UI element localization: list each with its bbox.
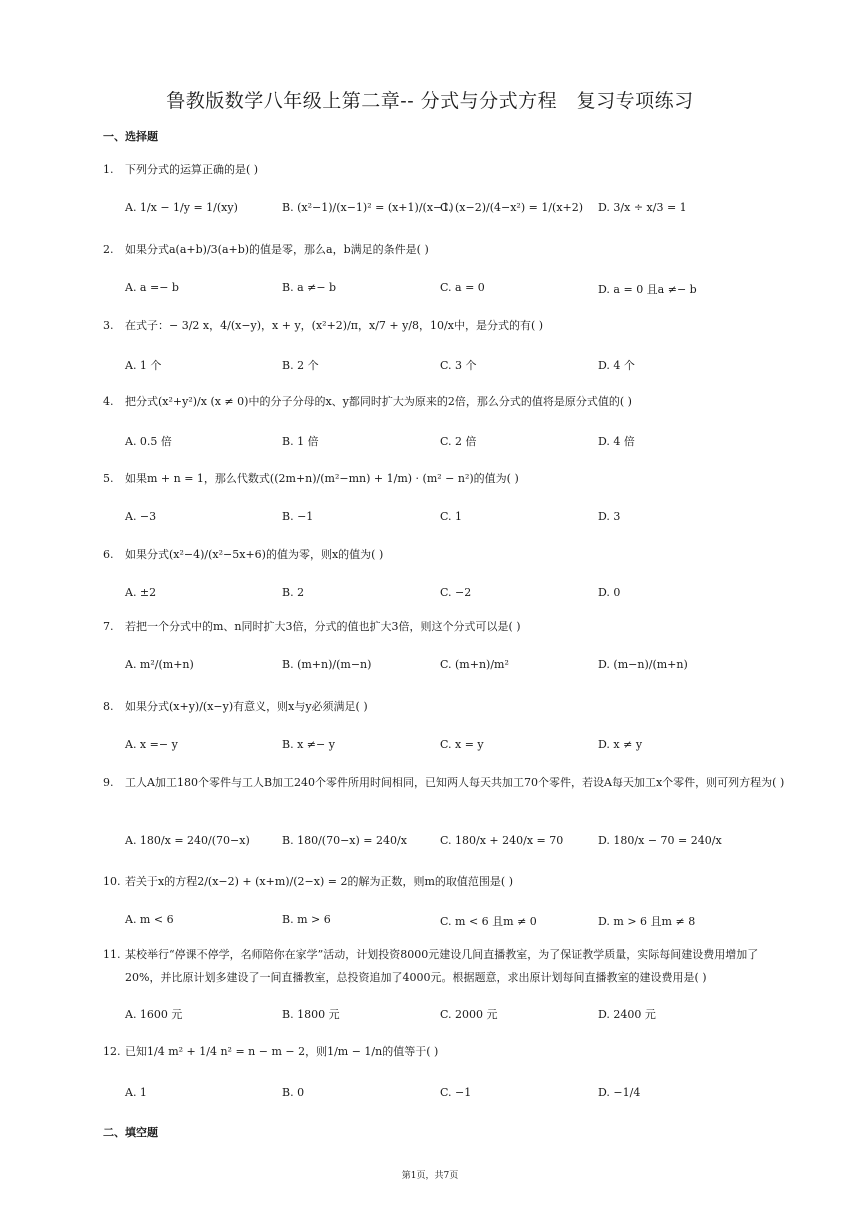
question-text: 把分式(x²+y²)/x (x ≠ 0)中的分子分母的x、y都同时扩大为原来的2倍，那么分式的值将是原分式值的( ) xyxy=(125,395,632,408)
option-d: D. a = 0 且a ≠− b xyxy=(598,283,697,296)
question-5 xyxy=(103,467,790,490)
option-c: C. a = 0 xyxy=(440,281,485,294)
option-d: D. 2400 元 xyxy=(598,1008,656,1021)
option-a: A. ±2 xyxy=(125,586,157,599)
question-number: 12. xyxy=(103,1045,121,1058)
option-b: B. 180/(70−x) = 240/x xyxy=(282,834,407,847)
question-4 xyxy=(103,390,790,413)
page-footer: 第1页，共7页 xyxy=(401,1171,459,1181)
options-12 xyxy=(125,1086,765,1104)
option-a: A. a =− b xyxy=(125,281,179,294)
option-a: A. 1 个 xyxy=(125,359,162,372)
question-12 xyxy=(103,1040,790,1063)
question-text: 在式子：− 3/2 x，4/(x−y)，x + y，(x²+2)/π，x/7 + y/8，10/x中，是分式的有( ) xyxy=(125,319,544,332)
options-9 xyxy=(125,834,765,852)
question-number: 7. xyxy=(103,620,114,633)
option-b: B. 2 xyxy=(282,586,305,599)
question-number: 4. xyxy=(103,395,114,408)
option-a: A. m²/(m+n) xyxy=(125,658,194,671)
option-c: C. 2 倍 xyxy=(440,435,477,448)
option-c: C. (x−2)/(4−x²) = 1/(x+2) xyxy=(440,201,584,214)
option-c: C. (m+n)/m² xyxy=(440,658,509,671)
option-a: A. x =− y xyxy=(125,738,178,751)
option-c: C. m < 6 且m ≠ 0 xyxy=(440,915,537,928)
option-c: C. −2 xyxy=(440,586,472,599)
option-b: B. −1 xyxy=(282,510,314,523)
question-2 xyxy=(103,238,790,261)
options-4 xyxy=(125,433,765,451)
option-b: B. 1800 元 xyxy=(282,1008,340,1021)
question-6 xyxy=(103,543,790,566)
question-1 xyxy=(103,158,790,181)
option-a: A. 1/x − 1/y = 1/(xy) xyxy=(125,201,238,214)
question-10 xyxy=(103,870,790,893)
question-number: 1. xyxy=(103,163,114,176)
options-11 xyxy=(125,1006,765,1024)
option-c: C. x = y xyxy=(440,738,484,751)
question-number: 3. xyxy=(103,319,114,332)
option-a: A. m < 6 xyxy=(125,913,174,926)
option-a: A. 1600 元 xyxy=(125,1008,183,1021)
question-text: 如果分式a(a+b)/3(a+b)的值是零，那么a，b满足的条件是( ) xyxy=(125,243,429,256)
options-8 xyxy=(125,738,765,756)
question-text: 已知1/4 m² + 1/4 n² = n − m − 2，则1/m − 1/n的值等于( ) xyxy=(125,1045,439,1058)
option-b: B. a ≠− b xyxy=(282,281,337,294)
question-9 xyxy=(103,771,790,794)
option-d: D. 4 个 xyxy=(598,359,635,372)
question-number: 9. xyxy=(103,776,114,789)
option-c: C. 180/x + 240/x = 70 xyxy=(440,834,564,847)
section-heading-fill: 二、填空题 xyxy=(103,1126,158,1139)
option-d: D. 4 倍 xyxy=(598,435,635,448)
options-10 xyxy=(125,913,765,931)
option-b: B. (x²−1)/(x−1)² = (x+1)/(x−1) xyxy=(282,201,454,214)
question-7 xyxy=(103,615,790,638)
option-a: A. 0.5 倍 xyxy=(125,435,172,448)
question-number: 11. xyxy=(103,948,121,961)
page-title: 鲁教版数学八年级上第二章-- 分式与分式方程 复习专项练习 xyxy=(166,90,694,112)
options-5 xyxy=(125,510,765,528)
question-text: 下列分式的运算正确的是( ) xyxy=(125,163,259,176)
option-c: C. 3 个 xyxy=(440,359,477,372)
option-a: A. 1 xyxy=(125,1086,147,1099)
option-b: B. 0 xyxy=(282,1086,305,1099)
option-d: D. 180/x − 70 = 240/x xyxy=(598,834,722,847)
question-number: 5. xyxy=(103,472,114,485)
option-d: D. m > 6 且m ≠ 8 xyxy=(598,915,696,928)
option-c: C. 1 xyxy=(440,510,463,523)
question-11 xyxy=(103,943,790,989)
option-b: B. m > 6 xyxy=(282,913,331,926)
question-8 xyxy=(103,695,790,718)
question-number: 6. xyxy=(103,548,114,561)
option-b: B. 2 个 xyxy=(282,359,319,372)
question-text: 如果m + n = 1，那么代数式((2m+n)/(m²−mn) + 1/m) · (m² − n²)的值为( ) xyxy=(125,472,519,485)
option-a: A. 180/x = 240/(70−x) xyxy=(125,834,250,847)
option-d: D. 0 xyxy=(598,586,621,599)
section-heading-choice: 一、选择题 xyxy=(103,130,158,143)
question-3 xyxy=(103,314,790,337)
option-a: A. −3 xyxy=(125,510,157,523)
option-d: D. 3/x ÷ x/3 = 1 xyxy=(598,201,687,214)
question-text: 若把一个分式中的m、n同时扩大3倍，分式的值也扩大3倍，则这个分式可以是( ) xyxy=(125,620,521,633)
question-number: 8. xyxy=(103,700,114,713)
options-3 xyxy=(125,357,765,375)
question-number: 10. xyxy=(103,875,121,888)
option-d: D. −1/4 xyxy=(598,1086,641,1099)
option-b: B. x ≠− y xyxy=(282,738,335,751)
option-d: D. x ≠ y xyxy=(598,738,643,751)
options-6 xyxy=(125,586,765,604)
option-c: C. 2000 元 xyxy=(440,1008,498,1021)
question-text: 工人A加工180个零件与工人B加工240个零件所用时间相同，已知两人每天共加工70个零件，若设A每天加工x个零件，则可列方程为( ) xyxy=(125,776,785,789)
question-text: 如果分式(x+y)/(x−y)有意义，则x与y必须满足( ) xyxy=(125,700,368,713)
question-text: 某校举行“停课不停学，名师陪你在家学”活动，计划投资8000元建设几间直播教室，为了保证教学质量，实际每间建设费用增加了20%，并比原计划多建设了一间直播教室，总投资追加了4000元。根据题意，求出原计划每间直播教室的建设费用是( ) xyxy=(125,948,759,984)
options-1 xyxy=(125,201,765,219)
option-b: B. 1 倍 xyxy=(282,435,319,448)
options-7 xyxy=(125,658,765,676)
option-b: B. (m+n)/(m−n) xyxy=(282,658,372,671)
question-text: 若关于x的方程2/(x−2) + (x+m)/(2−x) = 2的解为正数，则m的取值范围是( ) xyxy=(125,875,513,888)
option-c: C. −1 xyxy=(440,1086,472,1099)
option-d: D. 3 xyxy=(598,510,621,523)
question-number: 2. xyxy=(103,243,114,256)
question-text: 如果分式(x²−4)/(x²−5x+6)的值为零，则x的值为( ) xyxy=(125,548,384,561)
options-2 xyxy=(125,281,765,299)
option-d: D. (m−n)/(m+n) xyxy=(598,658,688,671)
